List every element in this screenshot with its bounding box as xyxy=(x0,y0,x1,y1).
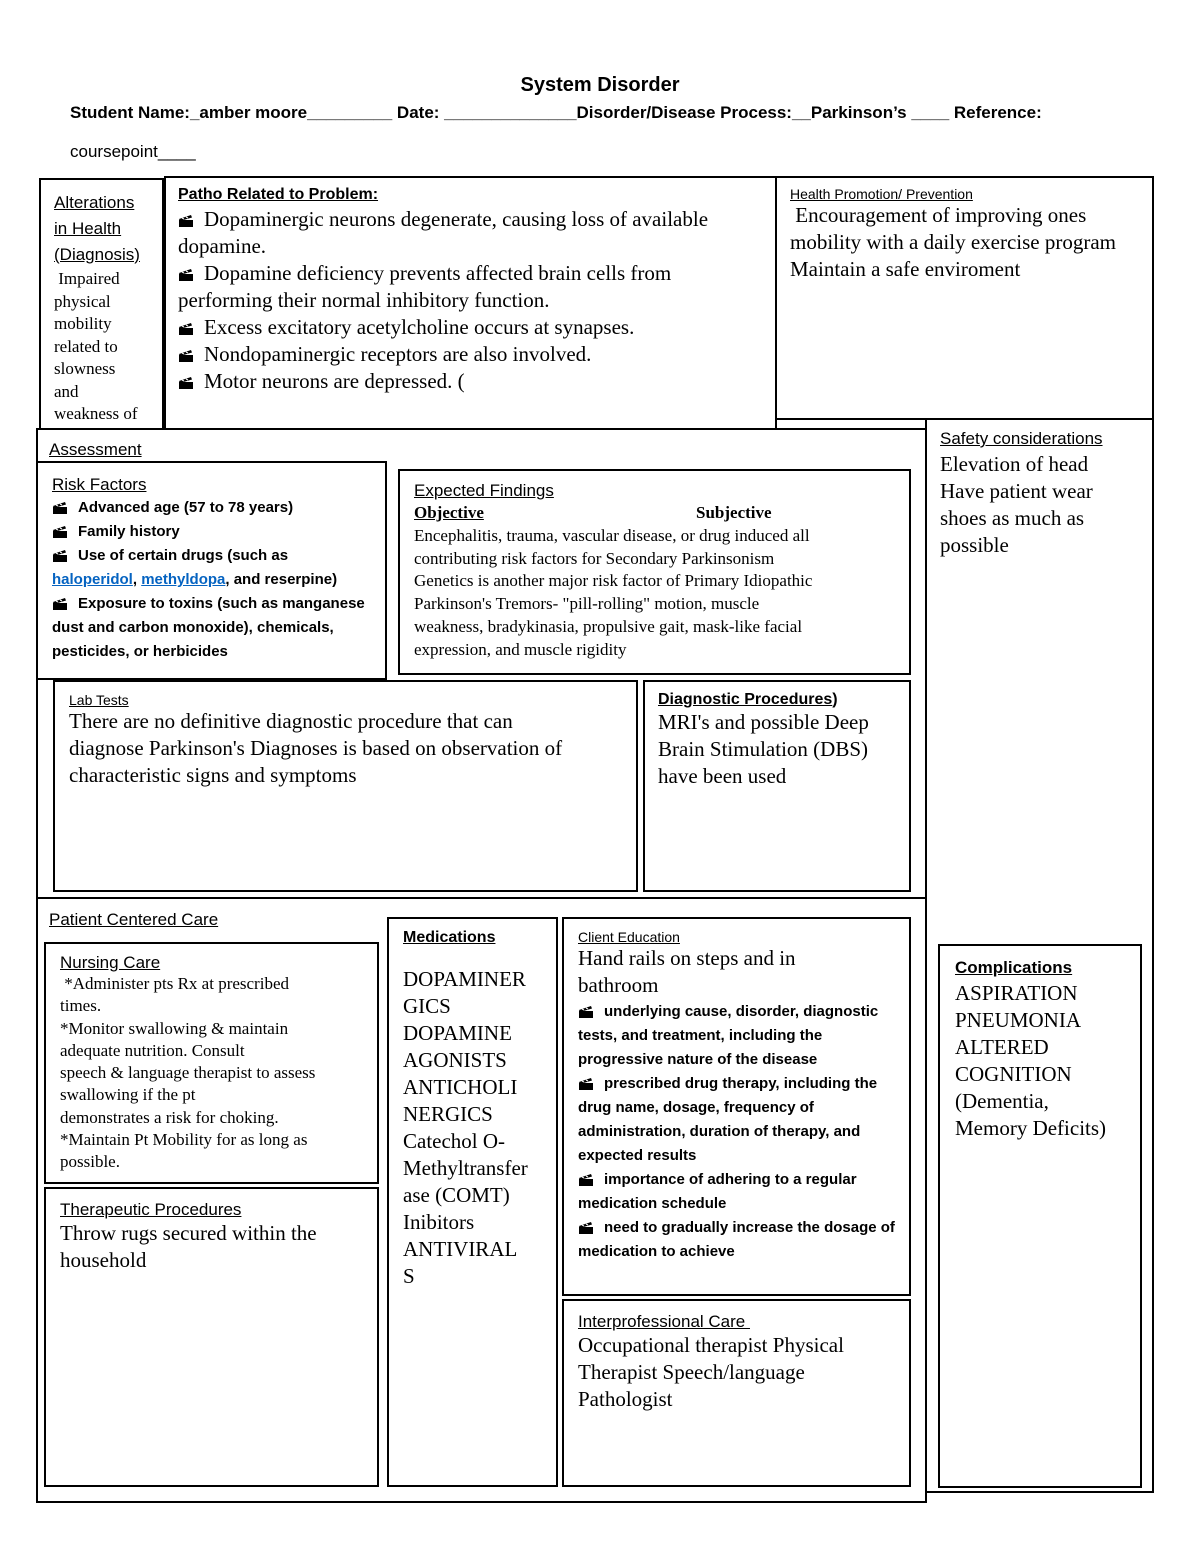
patho-item: Excess excitatory acetylcholine occurs at synapses. xyxy=(178,314,765,341)
interprofessional-text: Occupational therapist Physical Therapist Speech/language Pathologist xyxy=(578,1333,844,1411)
alterations-box xyxy=(39,178,164,430)
risk-factors-list xyxy=(52,496,377,664)
client-education-text: Hand rails on steps and in bathroom xyxy=(578,946,796,997)
complications-label: Complications xyxy=(955,958,1073,977)
risk-item: Use of certain drugs (such as haloperidol, methyldopa, and reserpine) xyxy=(52,547,338,588)
objective-label: Objective xyxy=(414,503,484,522)
risk-item: Exposure to toxins (such as manganese dust and carbon monoxide), chemicals, pesticides, or herbicides xyxy=(52,595,365,660)
diagnostic-label: Diagnostic Procedures) xyxy=(658,691,838,708)
clapperboard-icon xyxy=(52,597,68,611)
subjective-label: Subjective xyxy=(696,503,772,522)
health-promotion-label: Health Promotion/ Prevention xyxy=(790,186,973,202)
diagnostic-text: MRI's and possible Deep Brain Stimulation (DBS) have been used xyxy=(658,710,869,788)
health-promotion-text: Encouragement of improving ones mobility with a daily exercise program Maintain a safe enviroment xyxy=(790,203,1122,281)
clapperboard-icon xyxy=(178,214,194,228)
clapperboard-icon xyxy=(578,1077,594,1091)
education-item: importance of adhering to a regular medication schedule xyxy=(578,1171,857,1212)
clapperboard-icon xyxy=(178,268,194,282)
patho-item: Dopamine deficiency prevents affected brain cells from performing their normal inhibitory function. xyxy=(178,261,672,312)
nursing-care-label: Nursing Care xyxy=(60,953,161,972)
clapperboard-icon xyxy=(178,376,194,390)
patho-label: Patho Related to Problem: xyxy=(178,186,379,203)
clapperboard-icon xyxy=(578,1173,594,1187)
patho-item: Motor neurons are depressed. ( xyxy=(178,368,765,395)
assessment-label: Assessment xyxy=(49,440,142,459)
alterations-text: Impaired physical mobility related to slowness and weakness of xyxy=(54,269,138,423)
expected-findings-text: Encephalitis, trauma, vascular disease, or drug induced all contributing risk factors for Secondary Parkinsonism Genetics is another major risk factor of Primary Idiopathic Parkinson's Tremors- "pill-rolling" motion, muscle weakness, bradykinasia, propulsive gait, mask-like facial expression, and muscle rigidity xyxy=(414,526,813,659)
risk-item: Family history xyxy=(52,520,377,544)
clapperboard-icon xyxy=(52,525,68,539)
education-item: underlying cause, disorder, diagnostic tests, and treatment, including the progressive nature of the disease xyxy=(578,1003,879,1068)
nursing-care-box xyxy=(44,942,379,1184)
complications-box xyxy=(938,944,1142,1488)
clapperboard-icon xyxy=(178,349,194,363)
clapperboard-icon xyxy=(578,1005,594,1019)
education-item: need to gradually increase the dosage of medication to achieve xyxy=(578,1219,895,1260)
clapperboard-icon xyxy=(178,322,194,336)
haloperidol-link[interactable]: haloperidol xyxy=(52,571,133,588)
expected-findings-label: Expected Findings xyxy=(414,481,554,500)
clapperboard-icon xyxy=(52,501,68,515)
interprofessional-label: Interprofessional Care xyxy=(578,1312,750,1331)
risk-factors-label: Risk Factors xyxy=(52,475,147,494)
alterations-label: Alterations in Health (Diagnosis) xyxy=(54,193,140,264)
lab-tests-label: Lab Tests xyxy=(69,692,129,708)
patho-item: Nondopaminergic receptors are also involved. xyxy=(178,341,765,368)
clapperboard-icon xyxy=(52,549,68,563)
health-promotion-box xyxy=(775,176,1154,420)
client-education-label: Client Education xyxy=(578,929,680,945)
patient-centered-label: Patient Centered Care xyxy=(49,910,219,929)
complications-text: ASPIRATION PNEUMONIA ALTERED COGNITION (Dementia, Memory Deficits) xyxy=(955,981,1107,1140)
client-education-box xyxy=(562,917,911,1296)
nursing-care-text: *Administer pts Rx at prescribed times. *Monitor swallowing & maintain adequate nutrition. Consult speech & language therapist to assess swallowing if the pt demonstrates a risk for choking. *Maintain Pt Mobility for as long as possible. xyxy=(60,974,316,1172)
therapeutic-label: Therapeutic Procedures xyxy=(60,1200,242,1219)
medications-text: DOPAMINER GICS DOPAMINE AGONISTS ANTICHOLI NERGICS Catechol O- Methyltransfer ase (COMT) Inibitors ANTIVIRAL S xyxy=(403,967,528,1288)
medications-label: Medications xyxy=(403,929,496,946)
risk-factors-box xyxy=(36,461,387,680)
risk-item: Advanced age (57 to 78 years) xyxy=(52,496,377,520)
patho-box xyxy=(164,176,777,430)
lab-tests-text: There are no definitive diagnostic procedure that can diagnose Parkinson's Diagnoses is based on observation of characteristic signs and symptoms xyxy=(69,709,563,787)
patho-item: Dopaminergic neurons degenerate, causing loss of available dopamine. xyxy=(178,207,709,258)
header-info-line: Student Name:_amber moore_________ Date: ______________Disorder/Disease Process:__Parkinson’s ____ Reference: xyxy=(70,103,1042,122)
methyldopa-link[interactable]: methyldopa xyxy=(141,571,226,588)
clapperboard-icon xyxy=(578,1221,594,1235)
interprofessional-box xyxy=(562,1299,911,1487)
diagnostic-box xyxy=(643,680,911,892)
page-title: System Disorder xyxy=(520,74,680,96)
client-education-list xyxy=(578,1000,901,1264)
education-item: prescribed drug therapy, including the drug name, dosage, frequency of administration, duration of therapy, and expected results xyxy=(578,1075,878,1164)
safety-label: Safety considerations xyxy=(940,429,1103,448)
expected-findings-box xyxy=(398,469,911,675)
patho-list xyxy=(178,206,765,395)
therapeutic-text: Throw rugs secured within the household xyxy=(60,1221,317,1272)
therapeutic-box xyxy=(44,1187,379,1487)
lab-tests-box xyxy=(53,680,638,892)
safety-text: Elevation of head Have patient wear shoes as much as possible xyxy=(940,452,1093,557)
medications-box xyxy=(387,917,558,1487)
header-reference-line: coursepoint____ xyxy=(70,142,196,161)
